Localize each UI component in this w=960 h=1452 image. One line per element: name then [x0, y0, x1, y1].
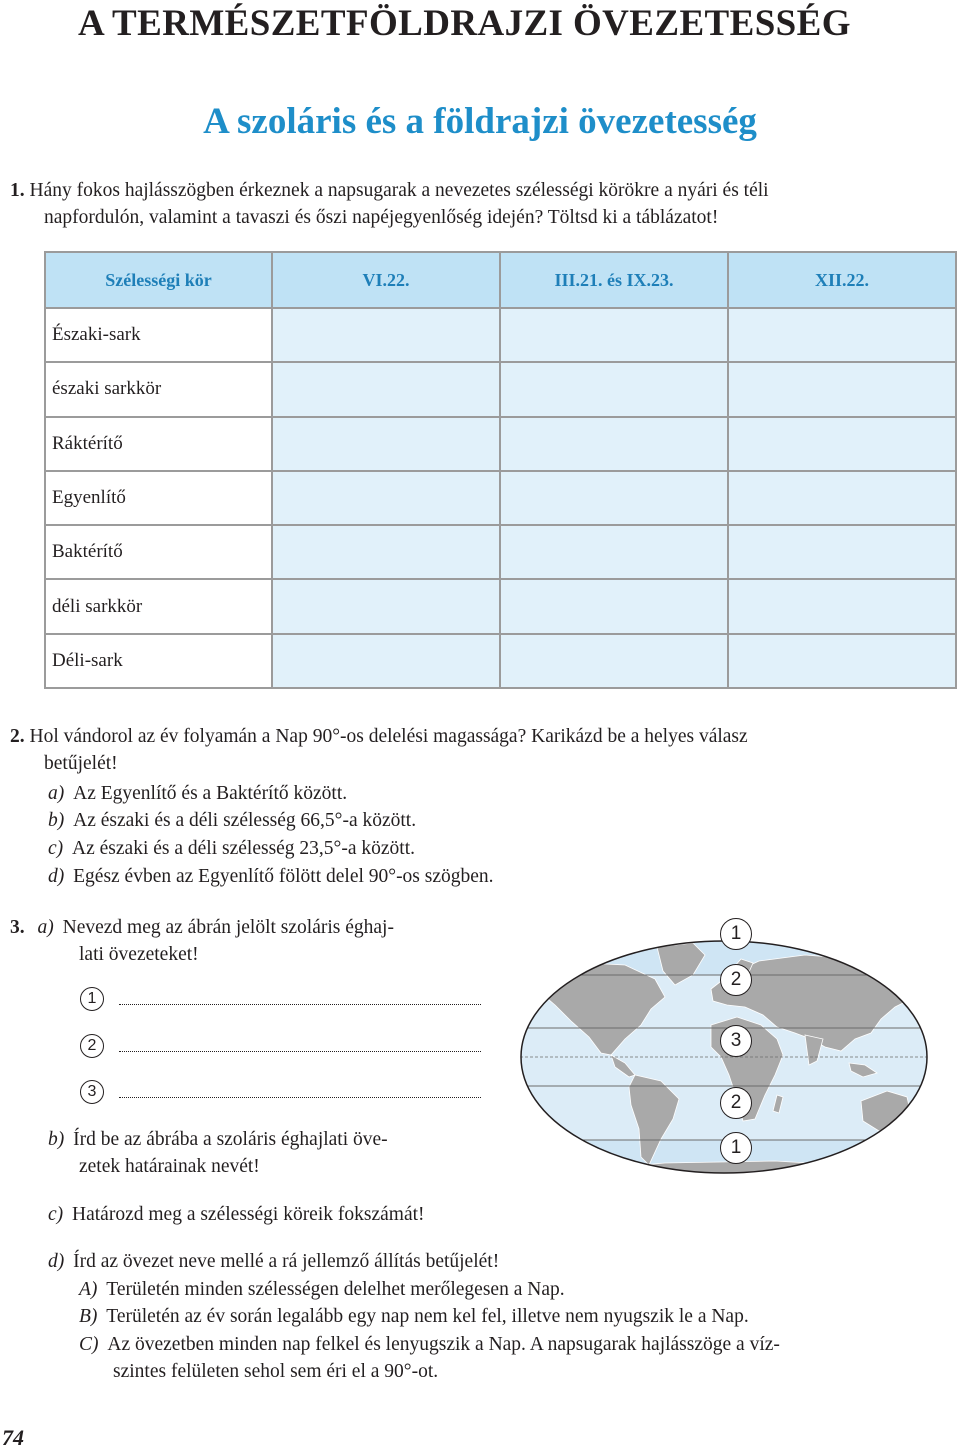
task3-b-label: b) — [48, 1129, 65, 1150]
option-text: Egész évben az Egyenlítő fölött delel 90°-os szögben. — [73, 866, 494, 887]
task3-c-text: Határozd meg a szélességi köreik fokszámát! — [72, 1204, 425, 1225]
task2-number: 2. — [10, 726, 25, 747]
table-row — [45, 525, 956, 579]
answer-cell[interactable] — [272, 362, 500, 416]
table-row — [45, 634, 956, 688]
task2-line2: betűjelét! — [44, 753, 118, 774]
answer-option-d[interactable] — [48, 863, 494, 890]
statement-label: B) — [79, 1306, 98, 1327]
answer-option-c[interactable] — [48, 835, 415, 862]
column-header: XII.22. — [728, 252, 956, 308]
option-text: Az Egyenlítő és a Baktérítő között. — [73, 783, 348, 804]
task3-a-line1: Nevezd meg az ábrán jelölt szoláris éghaj- — [62, 917, 394, 938]
statement-label: C) — [79, 1334, 99, 1355]
latitude-table — [44, 251, 955, 689]
answer-cell[interactable] — [728, 471, 956, 525]
answer-line-3[interactable] — [119, 1097, 481, 1098]
answer-line-2[interactable] — [119, 1051, 481, 1052]
map-zone-number: 2 — [720, 964, 752, 996]
zone-number-2: 2 — [80, 1034, 104, 1058]
column-header: III.21. és IX.23. — [500, 252, 728, 308]
map-zone-number: 2 — [720, 1087, 752, 1119]
answer-cell[interactable] — [272, 471, 500, 525]
map-zone-number: 3 — [720, 1025, 752, 1057]
task3-question-a — [10, 914, 394, 941]
task3-question-d — [48, 1248, 499, 1275]
table-header-row — [45, 252, 956, 308]
statement-text: Területén minden szélességen delelhet merőlegesen a Nap. — [106, 1279, 565, 1300]
task3-b-line1: Írd be az ábrába a szoláris éghajlati öve- — [73, 1129, 388, 1150]
zone-number-1: 1 — [80, 987, 104, 1011]
task3-d-text: Írd az övezet neve mellé a rá jellemző állítás betűjelét! — [73, 1251, 500, 1272]
row-label: Északi-sark — [45, 308, 272, 362]
task3-a-label: a) — [37, 917, 54, 938]
task3-c-label: c) — [48, 1204, 64, 1225]
zone-number-3: 3 — [80, 1080, 104, 1104]
answer-cell[interactable] — [272, 417, 500, 471]
answer-cell[interactable] — [728, 417, 956, 471]
answer-cell[interactable] — [500, 471, 728, 525]
table-row — [45, 362, 956, 416]
map-zone-number: 1 — [720, 1132, 752, 1164]
answer-line-1[interactable] — [119, 1004, 481, 1005]
page-number: 74 — [2, 1425, 24, 1450]
row-label: Baktérítő — [45, 525, 272, 579]
option-label: c) — [48, 838, 64, 859]
statement-text: Területén az év során legalább egy nap nem kel fel, illetve nem nyugszik le a Nap. — [106, 1306, 749, 1327]
statement-label: A) — [79, 1279, 98, 1300]
answer-option-a[interactable] — [48, 780, 347, 807]
row-label: Ráktérítő — [45, 417, 272, 471]
row-label: Déli-sark — [45, 634, 272, 688]
answer-cell[interactable] — [272, 308, 500, 362]
table-row — [45, 308, 956, 362]
table-row — [45, 471, 956, 525]
answer-cell[interactable] — [500, 579, 728, 633]
row-label: Egyenlítő — [45, 471, 272, 525]
option-text: Az északi és a déli szélesség 23,5°-a között. — [72, 838, 415, 859]
answer-cell[interactable] — [728, 525, 956, 579]
answer-cell[interactable] — [500, 308, 728, 362]
map-zone-number: 1 — [720, 918, 752, 950]
answer-cell[interactable] — [728, 362, 956, 416]
task1-line2: napfordulón, valamint a tavaszi és őszi napéjegyenlőség idején? Töltsd ki a táblázatot! — [44, 207, 719, 228]
statement-a — [79, 1276, 565, 1303]
option-label: a) — [48, 783, 65, 804]
task3-d-label: d) — [48, 1251, 65, 1272]
statement-b — [79, 1303, 749, 1330]
answer-cell[interactable] — [500, 525, 728, 579]
task3-a-line2: lati övezeteket! — [79, 944, 199, 965]
task3-number: 3. — [10, 917, 25, 938]
answer-cell[interactable] — [272, 525, 500, 579]
task3-question-b — [48, 1126, 388, 1153]
answer-option-b[interactable] — [48, 807, 416, 834]
task2-question — [10, 723, 748, 750]
answer-cell[interactable] — [728, 308, 956, 362]
answer-cell[interactable] — [500, 362, 728, 416]
statement-c-line2: szintes felületen sehol sem éri el a 90°-ot. — [113, 1361, 439, 1382]
answer-cell[interactable] — [272, 634, 500, 688]
task1-line1: Hány fokos hajlásszögben érkeznek a napsugarak a nevezetes szélességi körökre a nyári és téli — [29, 180, 769, 201]
answer-cell[interactable] — [728, 634, 956, 688]
answer-cell[interactable] — [500, 417, 728, 471]
answer-cell[interactable] — [272, 579, 500, 633]
column-header: VI.22. — [272, 252, 500, 308]
row-label: déli sarkkör — [45, 579, 272, 633]
table-row — [45, 417, 956, 471]
task2-line1: Hol vándorol az év folyamán a Nap 90°-os delelési magassága? Karikázd be a helyes válasz — [29, 726, 748, 747]
row-label: északi sarkkör — [45, 362, 272, 416]
option-text: Az északi és a déli szélesség 66,5°-a között. — [73, 810, 417, 831]
task3-question-c — [48, 1201, 425, 1228]
option-label: b) — [48, 810, 65, 831]
statement-text: Az övezetben minden nap felkel és lenyugszik a Nap. A napsugarak hajlásszöge a víz- — [107, 1334, 780, 1355]
task3-b-line2: zetek határainak nevét! — [79, 1156, 260, 1177]
section-title: A szoláris és a földrajzi övezetesség — [203, 101, 757, 142]
option-label: d) — [48, 866, 65, 887]
page-title: A TERMÉSZETFÖLDRAJZI ÖVEZETESSÉG — [78, 3, 851, 44]
statement-c — [79, 1331, 780, 1358]
task1-question — [10, 177, 769, 204]
answer-cell[interactable] — [500, 634, 728, 688]
column-header: Szélességi kör — [45, 252, 272, 308]
task1-number: 1. — [10, 180, 25, 201]
answer-cell[interactable] — [728, 579, 956, 633]
table-row — [45, 579, 956, 633]
